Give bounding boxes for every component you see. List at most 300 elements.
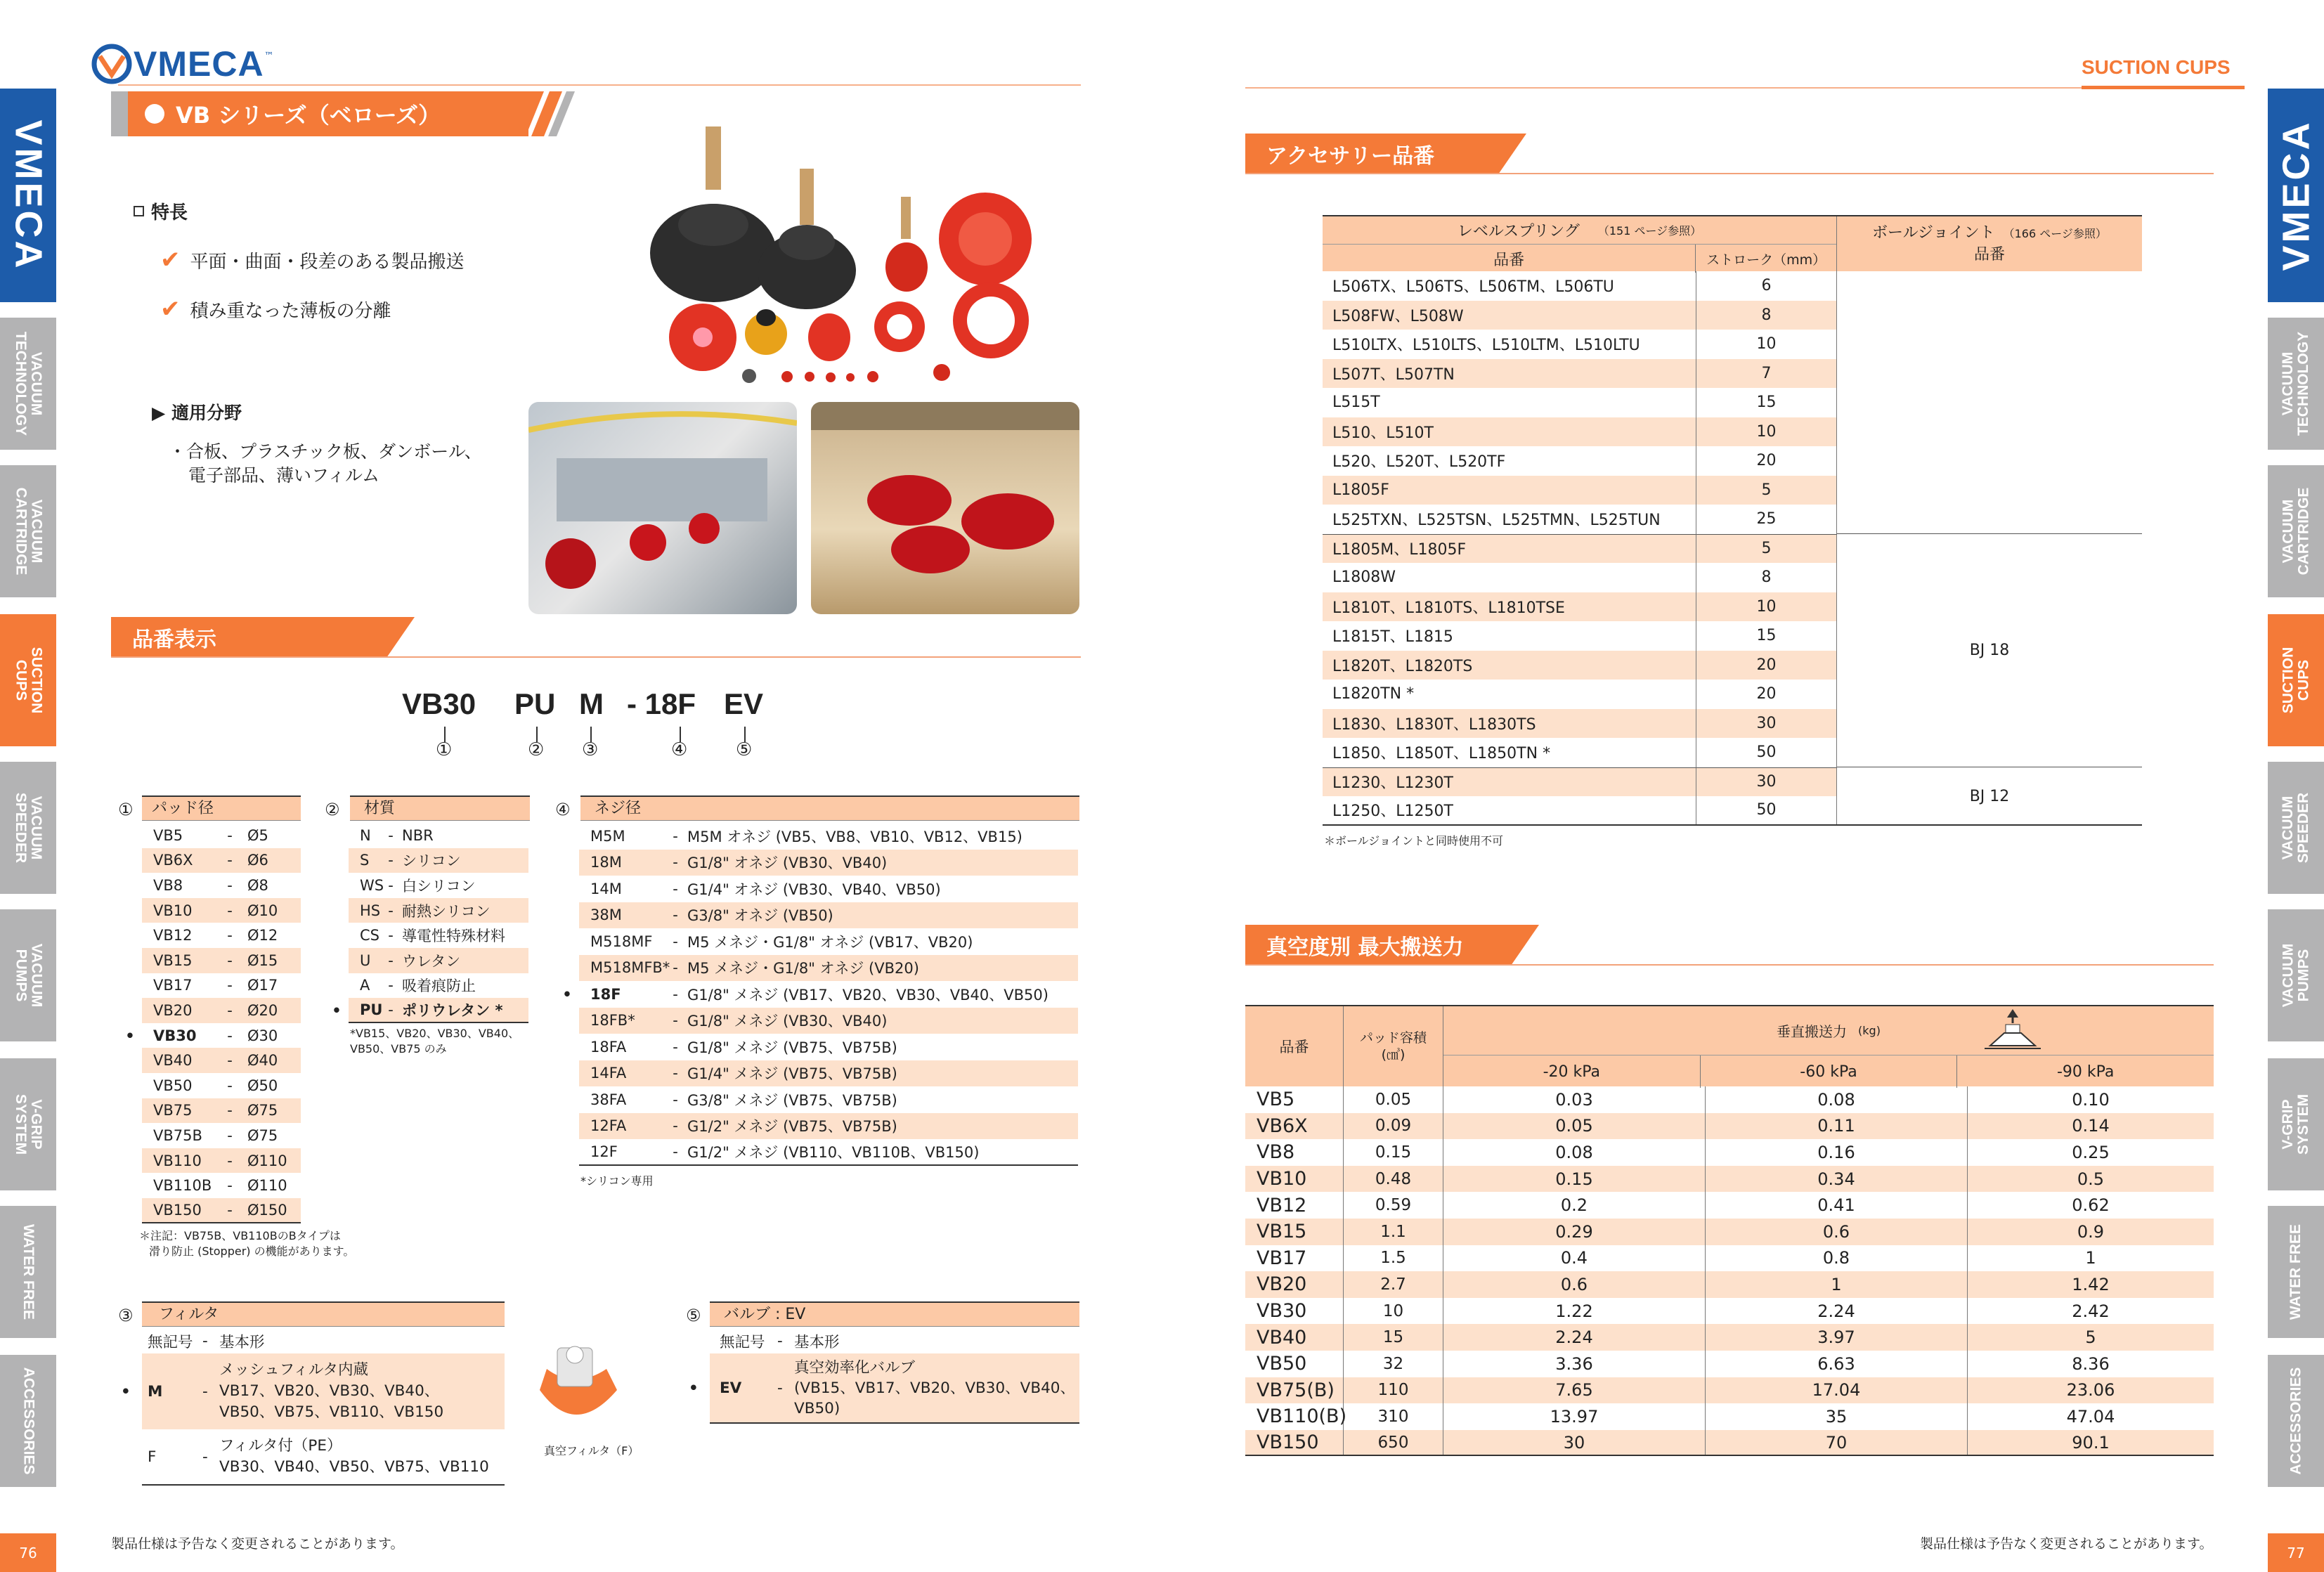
pad_table-value: Ø30 — [247, 1027, 278, 1044]
force-row — [1245, 1430, 2214, 1457]
force-code: VB30 — [1245, 1298, 1344, 1325]
force-20kpa: 0.6 — [1443, 1271, 1706, 1298]
pad_table-value: Ø50 — [247, 1077, 278, 1094]
right-tab-1[interactable] — [2268, 318, 2324, 450]
thread_table-value: G1/8" メネジ (VB75、VB75B) — [687, 1039, 897, 1056]
applications-line-1: 合板、プラスチック板、ダンボール、 — [186, 441, 482, 462]
force-group-header — [1443, 1006, 2214, 1086]
spring-stroke: 30 — [1696, 709, 1837, 739]
pad_table-value: Ø17 — [247, 977, 278, 994]
force-body — [1245, 1086, 2214, 1456]
force-code: VB6X — [1245, 1113, 1344, 1140]
thread_table-code: 38FA — [590, 1091, 627, 1108]
pad_table-bullet: • — [125, 1027, 135, 1044]
thread_table-row — [555, 823, 1078, 850]
code-num-2: ② — [528, 739, 545, 760]
valve-desc-2a: 真空効率化バルブ — [794, 1358, 916, 1377]
filter-row-2 — [121, 1353, 505, 1429]
feature-item-2 — [160, 295, 391, 323]
valve-row-2 — [689, 1353, 1079, 1424]
right-tab-2[interactable] — [2268, 465, 2324, 597]
material_table-value: 吸着痕防止 — [402, 977, 476, 995]
pad_table-dash: - — [227, 1201, 233, 1219]
pad_table-value: Ø5 — [247, 826, 268, 844]
force-90kpa: 0.10 — [2072, 1089, 2110, 1110]
spring-code: L515T — [1323, 388, 1696, 417]
force-row — [1245, 1166, 2214, 1193]
thread_table-row-body — [579, 850, 1078, 876]
spring-code: L507T、L507TN — [1323, 359, 1696, 389]
force-vol-label: パッド容積 — [1359, 1030, 1427, 1046]
thread_table-code: 14M — [590, 880, 622, 897]
force-20kpa: 0.03 — [1443, 1086, 1706, 1113]
code-num-5: ⑤ — [736, 739, 753, 760]
force-volume: 10 — [1344, 1298, 1443, 1325]
thread_table-row-body — [579, 1139, 1078, 1166]
pad_table-value: Ø40 — [247, 1052, 278, 1070]
feature-text-1: 平面・曲面・段差のある製品搬送 — [190, 251, 465, 273]
spring-code: L506TX、L506TS、L506TM、L506TU — [1323, 271, 1696, 301]
spring-stroke: 20 — [1696, 446, 1837, 476]
pad_table-row-body — [142, 948, 301, 973]
thread_table-dash: - — [673, 880, 678, 897]
pad_table-code: VB8 — [153, 876, 183, 894]
pad_table-value: Ø8 — [247, 876, 268, 894]
right-tab-label-6: V-GRIP SYSTEM — [2280, 1093, 2312, 1155]
thread-table-note: *シリコン専用 — [580, 1174, 654, 1188]
side-logo-right: VMECA — [2268, 89, 2324, 302]
force-60kpa: 0.08 — [1706, 1086, 1968, 1113]
accessory-row — [1323, 271, 2142, 301]
banner-stub — [111, 91, 128, 136]
thread_table-dash: - — [673, 827, 678, 845]
material_table-row-body — [349, 848, 528, 873]
material_table-dash: - — [388, 927, 394, 944]
code-section-heading — [111, 617, 387, 658]
left-tab-label-3: SUCTION CUPS — [13, 647, 44, 714]
spring-code: L1250、L1250T — [1323, 796, 1696, 824]
applications-text — [169, 440, 482, 488]
code-part-1: VB30 — [402, 687, 476, 720]
pad_table-code: VB5 — [153, 826, 183, 844]
dot-bullet: ・ — [169, 441, 187, 462]
material_table-value: 白シリコン — [402, 877, 476, 895]
force-code-header: 品番 — [1245, 1006, 1344, 1086]
accessory-heading — [1245, 134, 1498, 174]
thread-table-header: ネジ径 — [580, 795, 1079, 821]
pad_table-dash: - — [227, 1027, 233, 1044]
filter-dash-3: - — [202, 1448, 208, 1466]
material_table-code: U — [360, 951, 371, 969]
material-table-num: ② — [325, 800, 340, 819]
code-part-3: M — [579, 687, 604, 720]
force-60kpa: 0.41 — [1706, 1192, 1968, 1219]
thread_table-code: M518MFB* — [590, 959, 670, 977]
force-60kpa: 70 — [1706, 1430, 1968, 1455]
force-60kpa: 6.63 — [1706, 1351, 1968, 1377]
spring-stroke: 50 — [1696, 738, 1837, 767]
spring-code: L1820TN * — [1323, 680, 1696, 709]
material_table-row — [325, 823, 528, 848]
right-tab-label-7: WATER FREE — [2287, 1223, 2304, 1320]
valve-table-num: ⑤ — [686, 1306, 701, 1325]
accessory-note: ＊ボールジョイントと同時使用不可 — [1324, 834, 1503, 847]
thread_table-dash: - — [673, 1143, 678, 1160]
thread_table-dash: - — [673, 1117, 678, 1135]
force-60kpa: 1 — [1706, 1271, 1968, 1298]
applications-title: 適用分野 — [171, 403, 242, 423]
application-photo-2 — [811, 402, 1079, 614]
thread_table-row — [555, 876, 1078, 902]
force-20kpa: 30 — [1443, 1430, 1706, 1455]
force-60kpa: 0.8 — [1706, 1245, 1968, 1272]
filter-row-1 — [118, 1328, 505, 1353]
force-code: VB75(B) — [1245, 1377, 1344, 1404]
force-90kpa: 0.9 — [2077, 1221, 2105, 1242]
force-90kpa: 0.5 — [2077, 1169, 2105, 1189]
filter-desc-2 — [219, 1360, 443, 1423]
applications-line-2: 電子部品、薄いフィルム — [188, 465, 380, 486]
code-part-4: - 18F — [627, 687, 696, 720]
force-90kpa: 0.14 — [2072, 1116, 2110, 1136]
material_table-code: S — [360, 852, 370, 869]
thread_table-row-body — [579, 1060, 1078, 1087]
right-tab-label-5: VACUUM PUMPS — [2280, 943, 2312, 1008]
force-row — [1245, 1139, 2214, 1166]
material_table-row-body — [349, 998, 528, 1023]
force-row — [1245, 1245, 2214, 1272]
force-90kpa: 0.25 — [2072, 1142, 2110, 1162]
filter-desc-3b: VB30、VB40、VB50、VB75、VB110 — [219, 1458, 489, 1476]
material_table-row-body — [349, 898, 528, 923]
left-tab-7[interactable] — [0, 1206, 56, 1338]
material_table-code: CS — [360, 927, 379, 944]
pad_table-value: Ø75 — [247, 1126, 278, 1144]
pad_table-row — [118, 848, 301, 873]
material_table-value: シリコン — [402, 852, 461, 870]
thread_table-row-body — [579, 928, 1078, 955]
right-tab-5[interactable] — [2268, 909, 2324, 1041]
page-number-right: 77 — [2268, 1533, 2324, 1572]
thread_table-code: 18FA — [590, 1038, 627, 1055]
thread_table-value: G1/8" オネジ (VB30、VB40) — [687, 855, 888, 872]
filter-desc-2b: VB17、VB20、VB30、VB40、 — [219, 1382, 440, 1400]
pad_table-code: VB75B — [153, 1126, 202, 1144]
filter-icon — [526, 1334, 624, 1439]
pad_table-value: Ø75 — [247, 1102, 278, 1119]
spring-stroke: 15 — [1696, 621, 1837, 651]
force-90kpa: 1 — [2085, 1248, 2096, 1268]
left-tab-6[interactable] — [0, 1058, 56, 1190]
force-volume: 310 — [1344, 1403, 1443, 1430]
spring-stroke: 50 — [1696, 796, 1837, 824]
pad_table-value: Ø150 — [247, 1201, 287, 1219]
spring-stroke: 30 — [1696, 767, 1837, 797]
material-table-header: 材質 — [350, 795, 530, 821]
filter-caption: 真空フィルタ（F） — [544, 1444, 640, 1457]
thread_table-value: M5 メネジ・G1/8" オネジ (VB20) — [687, 960, 919, 977]
material_table-value: NBR — [402, 826, 434, 844]
code-part-5: EV — [724, 687, 764, 720]
pad_table-row — [118, 973, 301, 999]
thread_table-dash: - — [673, 1091, 678, 1108]
thread_table-dash: - — [673, 907, 678, 924]
force-60kpa: 0.11 — [1706, 1113, 1968, 1140]
material_table-row-body — [349, 873, 528, 898]
valve-table-body — [686, 1328, 1079, 1424]
material_table-row-body — [349, 973, 528, 999]
pad_table-row — [118, 1148, 301, 1174]
thread_table-value: M5M オネジ (VB5、VB8、VB10、VB12、VB15) — [687, 828, 1023, 845]
thread_table-value: G1/4" オネジ (VB30、VB40、VB50) — [687, 881, 941, 898]
material_table-value: 導電性特殊材料 — [402, 928, 505, 945]
footer-note-right: 製品仕様は予告なく変更されることがあります。 — [1920, 1536, 2213, 1552]
thread_table-code: M5M — [590, 827, 625, 845]
force-rule — [1245, 964, 2214, 966]
force-60kpa: 3.97 — [1706, 1324, 1968, 1351]
code-num-4: ④ — [671, 739, 688, 760]
force-row — [1245, 1377, 2214, 1404]
pad_table-code: VB6X — [153, 852, 193, 869]
code-num-1: ① — [436, 739, 453, 760]
force-table — [1245, 1005, 2214, 1456]
thread_table-code: M518MF — [590, 933, 653, 950]
thread_table-row — [555, 1034, 1078, 1060]
filter-code-1: 無記号 — [148, 1333, 193, 1351]
right-tab-label-3: SUCTION CUPS — [2280, 647, 2311, 714]
accessory-body — [1323, 271, 2142, 826]
accessory-row — [1323, 446, 2142, 476]
material_table-value: ウレタン — [402, 952, 461, 970]
thread_table-row-body — [579, 1086, 1078, 1113]
pad_table-row-body — [142, 823, 301, 848]
spring-stroke: 8 — [1696, 301, 1837, 330]
force-90kpa: 8.36 — [2072, 1353, 2110, 1374]
spring-stroke: 5 — [1696, 476, 1837, 505]
thread_table-row — [555, 1139, 1078, 1166]
thread_table-row — [555, 928, 1078, 955]
left-tab-1[interactable] — [0, 318, 56, 450]
pad_table-value: Ø110 — [247, 1152, 287, 1169]
force-volume: 2.7 — [1344, 1271, 1443, 1298]
left-tab-2[interactable] — [0, 465, 56, 597]
ball-title — [1872, 223, 2107, 245]
material-table-note — [350, 1026, 519, 1057]
pad_table-row — [118, 1023, 301, 1048]
spring-code: L525TXN、L525TSN、L525TMN、L525TUN — [1323, 505, 1696, 534]
pad-table-body — [118, 823, 301, 1223]
left-tab-4[interactable] — [0, 762, 56, 894]
thread_table-row-body — [579, 981, 1078, 1008]
vmeca-logo — [90, 44, 274, 84]
force-row — [1245, 1271, 2214, 1298]
banner-stripes — [526, 91, 575, 136]
thread_table-dash: - — [673, 1012, 678, 1029]
ball-code-header: 品番 — [1973, 245, 2005, 264]
pad_table-value: Ø15 — [247, 951, 278, 969]
force-code: VB10 — [1245, 1166, 1344, 1193]
thread_table-row-body — [579, 955, 1078, 982]
force-col-90: -90 kPa — [2056, 1063, 2115, 1081]
right-tab-3[interactable] — [2268, 614, 2324, 746]
pad_table-row-body — [142, 1048, 301, 1073]
filter-dash-1: - — [202, 1332, 208, 1350]
thread_table-row — [555, 955, 1078, 982]
right-tab-label-4: VACUUM SPEEDER — [2280, 792, 2311, 864]
right-tab-6[interactable] — [2268, 1058, 2324, 1190]
pad_table-value: Ø10 — [247, 902, 278, 919]
left-tab-5[interactable] — [0, 909, 56, 1041]
thread_table-dash: - — [673, 854, 678, 871]
spring-stroke: 10 — [1696, 417, 1837, 447]
filter-table-header: フィルタ — [142, 1301, 505, 1327]
force-code: VB15 — [1245, 1219, 1344, 1245]
left-tab-label-6: V-GRIP SYSTEM — [13, 1093, 45, 1155]
force-code: VB40 — [1245, 1324, 1344, 1351]
pad_table-row-body — [142, 1073, 301, 1098]
material_table-dash: - — [388, 977, 394, 994]
filter-bullet-2: • — [121, 1382, 131, 1401]
spring-code: L508FW、L508W — [1323, 301, 1696, 330]
filter-code-3: F — [148, 1448, 157, 1466]
right-tab-label-8: ACCESSORIES — [2287, 1367, 2304, 1475]
force-90kpa: 5 — [2085, 1327, 2096, 1348]
force-20kpa: 0.15 — [1443, 1166, 1706, 1193]
filter-code-2: M — [148, 1382, 163, 1401]
right-tab-7[interactable] — [2268, 1206, 2324, 1338]
pad_table-row-body — [142, 1173, 301, 1198]
pad_table-code: VB15 — [153, 951, 193, 969]
right-tab-8[interactable] — [2268, 1355, 2324, 1487]
accessory-row — [1323, 505, 2142, 534]
pad_table-row — [118, 948, 301, 973]
left-tab-3[interactable] — [0, 614, 56, 746]
force-row — [1245, 1351, 2214, 1377]
pad-table-note — [139, 1228, 354, 1259]
thread_table-row-body — [579, 1034, 1078, 1060]
pad_table-row-body — [142, 1098, 301, 1124]
left-tab-8[interactable] — [0, 1355, 56, 1487]
thread_table-code: 12FA — [590, 1117, 627, 1135]
force-code: VB110(B) — [1245, 1403, 1344, 1430]
force-heading — [1245, 925, 1511, 966]
material_table-row — [325, 923, 528, 948]
pad_table-dash: - — [227, 927, 233, 944]
force-20kpa: 0.05 — [1443, 1113, 1706, 1140]
thread_table-dash: - — [673, 1065, 678, 1082]
spring-code: L510LTX、L510LTS、L510LTM、L510LTU — [1323, 330, 1696, 359]
pad_table-dash: - — [227, 852, 233, 869]
force-90kpa: 1.42 — [2072, 1274, 2110, 1294]
header-accent — [2082, 86, 2245, 89]
force-volume: 0.59 — [1344, 1192, 1443, 1219]
filter-desc-2c: VB50、VB75、VB110、VB150 — [219, 1403, 444, 1421]
thread_table-row — [555, 1060, 1078, 1087]
accessory-title: アクセサリー品番 — [1266, 144, 1435, 169]
material-note-1: *VB15、VB20、VB30、VB40、 — [350, 1027, 520, 1040]
pad-note-1: ＊注記：VB75B、VB110BのBタイプは — [139, 1229, 341, 1242]
material_table-row — [325, 948, 528, 973]
force-60kpa: 2.24 — [1706, 1298, 1968, 1325]
force-volume: 110 — [1344, 1377, 1443, 1404]
pad_table-row-body — [142, 1148, 301, 1174]
thread_table-code: 18M — [590, 854, 622, 871]
force-vol-unit: (㎤) — [1381, 1047, 1406, 1063]
material_table-row-body — [349, 823, 528, 848]
pad_table-row-body — [142, 973, 301, 999]
brand-name: VMECA — [134, 44, 264, 84]
material_table-value: ポリウレタン * — [402, 1001, 503, 1019]
filter-desc-1: 基本形 — [219, 1333, 265, 1351]
pad_table-code: VB17 — [153, 977, 193, 994]
valve-table-header: バルブ : EV — [710, 1301, 1079, 1327]
force-header — [1245, 1005, 2214, 1086]
material_table-row — [325, 848, 528, 873]
spring-stroke: 7 — [1696, 359, 1837, 389]
thread_table-row — [555, 981, 1078, 1008]
accessory-table — [1323, 215, 2142, 826]
pad_table-value: Ø110 — [247, 1177, 287, 1195]
section-header-label: SUCTION CUPS — [2082, 56, 2231, 78]
right-tab-4[interactable] — [2268, 762, 2324, 894]
code-num-3: ③ — [582, 739, 599, 760]
trademark: ™ — [264, 51, 274, 62]
spring-code: L510、L510T — [1323, 417, 1696, 447]
left-tab-label-1: VACUUM TECHNOLOGY — [13, 331, 45, 436]
filter-dash-2: - — [202, 1382, 208, 1401]
ball-label: ボールジョイント — [1872, 223, 1995, 242]
left-tab-label-2: VACUUM CARTRIDGE — [13, 487, 44, 576]
force-60kpa: 0.16 — [1706, 1139, 1968, 1166]
feature-text-2: 積み重なった薄板の分離 — [190, 300, 391, 322]
spring-stroke: 20 — [1696, 680, 1837, 709]
force-title: 真空度別 最大搬送力 — [1266, 935, 1464, 960]
force-code: VB20 — [1245, 1271, 1344, 1298]
force-col-60: -60 kPa — [1701, 1055, 1958, 1088]
force-volume: 650 — [1344, 1430, 1443, 1455]
spring-label: レベルスプリング — [1457, 223, 1580, 240]
spring-subheader — [1323, 245, 1836, 273]
pad_table-code: VB150 — [153, 1201, 202, 1219]
pad_table-row — [118, 1048, 301, 1073]
pad_table-dash: - — [227, 1077, 233, 1094]
force-20kpa: 0.29 — [1443, 1219, 1706, 1245]
material_table-dash: - — [388, 1001, 394, 1018]
features-heading — [134, 198, 188, 224]
pad_table-code: VB110B — [153, 1177, 212, 1195]
filter-desc-3a: フィルタ付（PE） — [219, 1437, 342, 1455]
filter-desc-2a: メッシュフィルタ内蔵 — [219, 1361, 368, 1379]
right-tab-label-1: VACUUM TECHNOLOGY — [2280, 331, 2312, 436]
thread_table-bullet: • — [562, 985, 572, 1003]
spring-code: L1805M、L1805F — [1323, 534, 1696, 564]
force-code: VB8 — [1245, 1139, 1344, 1166]
pad_table-row — [118, 1123, 301, 1148]
check-icon: ✔ — [160, 295, 181, 323]
pad_table-code: VB12 — [153, 927, 193, 944]
material_table-row — [325, 898, 528, 923]
square-bullet-icon — [134, 206, 144, 216]
left-tab-label-4: VACUUM SPEEDER — [13, 792, 44, 864]
footer-note-left: 製品仕様は予告なく変更されることがあります。 — [111, 1536, 404, 1552]
thread_table-row — [555, 1008, 1078, 1034]
pad_table-row — [118, 1198, 301, 1223]
spring-stroke: 6 — [1696, 271, 1837, 301]
accessory-header — [1323, 215, 2142, 271]
material_table-row — [325, 998, 528, 1023]
triangle-bullet-icon: ▶ — [152, 403, 171, 423]
force-row — [1245, 1403, 2214, 1430]
